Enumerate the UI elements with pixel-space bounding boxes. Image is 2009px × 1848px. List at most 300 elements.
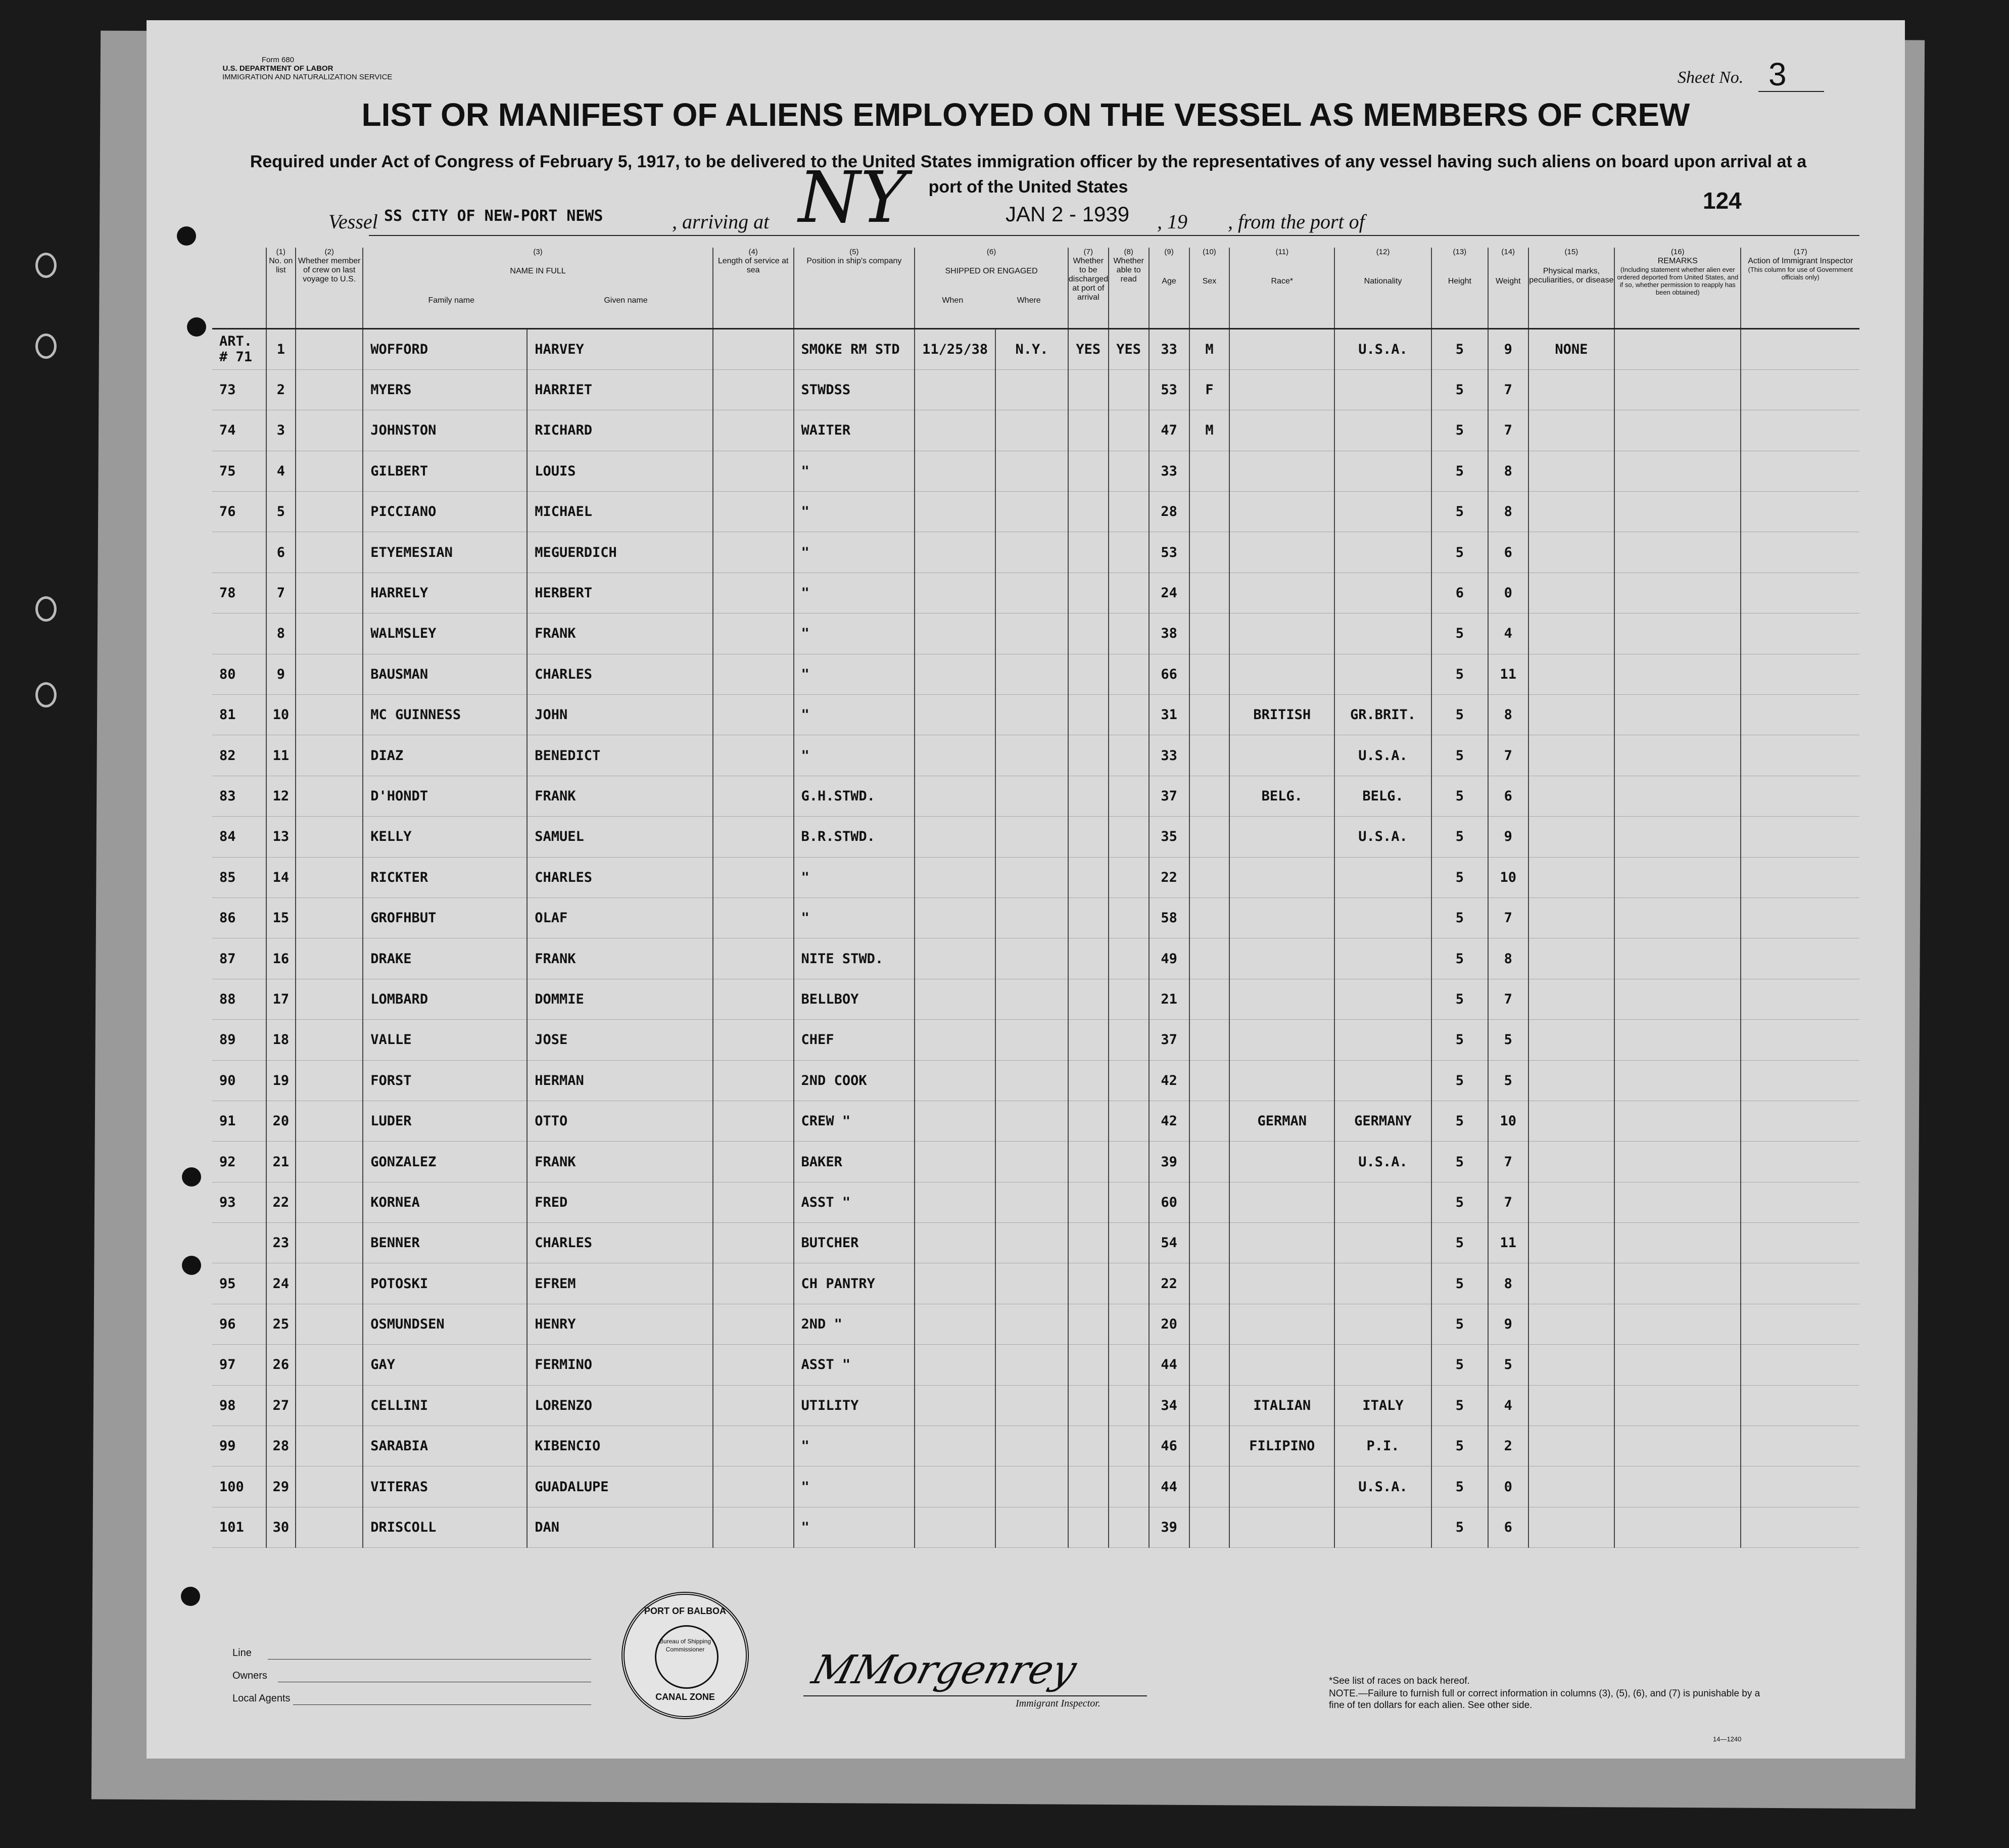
year-label: , 19 xyxy=(1157,210,1187,233)
row-physical-marks xyxy=(1528,897,1614,938)
row-able-to-read xyxy=(1109,1426,1149,1466)
row-given-name: HARRIET xyxy=(527,369,713,410)
row-prior-voyage xyxy=(296,1223,363,1263)
row-service-length xyxy=(713,776,794,816)
row-position: CHEF xyxy=(794,1020,915,1060)
row-family-name: BENNER xyxy=(363,1223,527,1263)
row-service-length xyxy=(713,1223,794,1263)
row-discharged xyxy=(1068,857,1109,897)
row-family-name: GAY xyxy=(363,1345,527,1385)
row-position: 2ND " xyxy=(794,1304,915,1344)
row-remarks xyxy=(1614,1466,1741,1507)
row-inspector-action xyxy=(1741,1426,1859,1466)
row-remarks xyxy=(1614,1426,1741,1466)
row-inspector-action xyxy=(1741,1060,1859,1101)
row-inspector-action xyxy=(1741,532,1859,573)
table-row xyxy=(212,1385,1859,1426)
row-discharged xyxy=(1068,654,1109,694)
row-sex xyxy=(1189,1142,1230,1182)
row-age: 58 xyxy=(1149,897,1189,938)
row-prior-voyage xyxy=(296,328,363,369)
row-prior-voyage xyxy=(296,451,363,491)
row-remarks xyxy=(1614,1263,1741,1304)
row-nationality xyxy=(1334,857,1431,897)
row-discharged xyxy=(1068,1223,1109,1263)
row-weight: 7 xyxy=(1488,1142,1528,1182)
row-inspector-action xyxy=(1741,1263,1859,1304)
row-able-to-read xyxy=(1109,1223,1149,1263)
row-age: 54 xyxy=(1149,1223,1189,1263)
row-nationality xyxy=(1334,654,1431,694)
row-able-to-read xyxy=(1109,1466,1149,1507)
row-age: 33 xyxy=(1149,735,1189,776)
row-weight: 7 xyxy=(1488,735,1528,776)
table-row xyxy=(212,897,1859,938)
row-inspector-action xyxy=(1741,492,1859,532)
row-physical-marks xyxy=(1528,1223,1614,1263)
row-discharged xyxy=(1068,1182,1109,1222)
row-weight: 7 xyxy=(1488,1182,1528,1222)
row-given-name: FRANK xyxy=(527,776,713,816)
row-age: 33 xyxy=(1149,451,1189,491)
row-list-number: 30 xyxy=(266,1507,296,1547)
row-family-name: GILBERT xyxy=(363,451,527,491)
row-remarks xyxy=(1614,1101,1741,1141)
row-shipped-where xyxy=(995,1263,1068,1304)
row-discharged xyxy=(1068,369,1109,410)
row-age: 33 xyxy=(1149,328,1189,369)
form-code: 14—1240 xyxy=(1713,1735,1742,1743)
row-able-to-read xyxy=(1109,492,1149,532)
row-remarks xyxy=(1614,857,1741,897)
row-remarks xyxy=(1614,1142,1741,1182)
row-prior-voyage xyxy=(296,410,363,451)
row-age: 44 xyxy=(1149,1345,1189,1385)
row-given-name: HARVEY xyxy=(527,328,713,369)
arriving-label: , arriving at xyxy=(672,210,770,233)
row-art-number: 84 xyxy=(212,817,266,857)
row-weight: 5 xyxy=(1488,1020,1528,1060)
row-height: 5 xyxy=(1431,1020,1488,1060)
row-art-number: 75 xyxy=(212,451,266,491)
row-discharged xyxy=(1068,1142,1109,1182)
row-able-to-read xyxy=(1109,735,1149,776)
row-height: 5 xyxy=(1431,897,1488,938)
row-race xyxy=(1229,1060,1334,1101)
row-remarks xyxy=(1614,1060,1741,1101)
row-nationality: U.S.A. xyxy=(1334,1466,1431,1507)
row-list-number: 24 xyxy=(266,1263,296,1304)
row-height: 5 xyxy=(1431,979,1488,1019)
row-height: 5 xyxy=(1431,817,1488,857)
form-department: U.S. DEPARTMENT OF LABOR xyxy=(222,64,333,73)
row-sex xyxy=(1189,532,1230,573)
table-row xyxy=(212,1223,1859,1263)
row-given-name: BENEDICT xyxy=(527,735,713,776)
row-discharged xyxy=(1068,1385,1109,1426)
row-inspector-action xyxy=(1741,857,1859,897)
row-inspector-action xyxy=(1741,1507,1859,1547)
row-physical-marks xyxy=(1528,492,1614,532)
row-list-number: 14 xyxy=(266,857,296,897)
row-able-to-read xyxy=(1109,410,1149,451)
row-given-name: FERMINO xyxy=(527,1345,713,1385)
row-weight: 7 xyxy=(1488,897,1528,938)
col-2-header: (2) Whether member of crew on last voyage to U.S. xyxy=(296,248,363,328)
row-weight: 5 xyxy=(1488,1060,1528,1101)
row-given-name: RICHARD xyxy=(527,410,713,451)
table-row xyxy=(212,735,1859,776)
row-nationality xyxy=(1334,1182,1431,1222)
row-age: 28 xyxy=(1149,492,1189,532)
row-position: " xyxy=(794,1426,915,1466)
row-prior-voyage xyxy=(296,613,363,654)
row-physical-marks xyxy=(1528,1345,1614,1385)
row-weight: 9 xyxy=(1488,328,1528,369)
row-shipped-when xyxy=(915,532,995,573)
row-service-length xyxy=(713,573,794,613)
row-height: 5 xyxy=(1431,735,1488,776)
row-nationality: GR.BRIT. xyxy=(1334,695,1431,735)
crew-rows xyxy=(212,328,1859,1548)
row-shipped-where xyxy=(995,1507,1068,1547)
row-nationality xyxy=(1334,938,1431,979)
row-service-length xyxy=(713,654,794,694)
row-discharged xyxy=(1068,613,1109,654)
row-prior-voyage xyxy=(296,1507,363,1547)
row-shipped-when xyxy=(915,979,995,1019)
row-height: 5 xyxy=(1431,328,1488,369)
row-list-number: 19 xyxy=(266,1060,296,1101)
row-position: BELLBOY xyxy=(794,979,915,1019)
row-service-length xyxy=(713,492,794,532)
row-family-name: MYERS xyxy=(363,369,527,410)
row-weight: 10 xyxy=(1488,1101,1528,1141)
row-able-to-read: YES xyxy=(1109,328,1149,369)
row-art-number: 97 xyxy=(212,1345,266,1385)
row-service-length xyxy=(713,532,794,573)
row-physical-marks xyxy=(1528,1426,1614,1466)
vessel-label: Vessel xyxy=(328,210,378,233)
row-given-name: EFREM xyxy=(527,1263,713,1304)
row-discharged xyxy=(1068,532,1109,573)
canal-zone-seal xyxy=(621,1592,749,1719)
row-art-number: 99 xyxy=(212,1426,266,1466)
sheet-number-label: Sheet No. xyxy=(1678,68,1744,87)
row-service-length xyxy=(713,897,794,938)
row-race xyxy=(1229,654,1334,694)
row-inspector-action xyxy=(1741,1182,1859,1222)
row-given-name: MEGUERDICH xyxy=(527,532,713,573)
form-number: Form 680 xyxy=(261,56,295,64)
row-discharged xyxy=(1068,1304,1109,1344)
sheet-number: 3 xyxy=(1768,56,1787,92)
row-height: 5 xyxy=(1431,1466,1488,1507)
row-prior-voyage xyxy=(296,1304,363,1344)
row-position: " xyxy=(794,695,915,735)
row-shipped-when xyxy=(915,776,995,816)
row-physical-marks xyxy=(1528,654,1614,694)
row-position: " xyxy=(794,735,915,776)
row-age: 35 xyxy=(1149,817,1189,857)
row-family-name: DRISCOLL xyxy=(363,1507,527,1547)
row-nationality: U.S.A. xyxy=(1334,328,1431,369)
row-art-number: 95 xyxy=(212,1263,266,1304)
row-height: 5 xyxy=(1431,857,1488,897)
line-rule xyxy=(268,1659,591,1660)
row-shipped-where xyxy=(995,1385,1068,1426)
row-shipped-when xyxy=(915,735,995,776)
row-weight: 8 xyxy=(1488,938,1528,979)
row-list-number: 9 xyxy=(266,654,296,694)
row-race: GERMAN xyxy=(1229,1101,1334,1141)
row-prior-voyage xyxy=(296,776,363,816)
row-shipped-where xyxy=(995,817,1068,857)
binder-ring xyxy=(35,334,57,359)
row-weight: 6 xyxy=(1488,776,1528,816)
row-race: BELG. xyxy=(1229,776,1334,816)
row-position: " xyxy=(794,1507,915,1547)
table-row xyxy=(212,1263,1859,1304)
row-art-number: 93 xyxy=(212,1182,266,1222)
row-height: 5 xyxy=(1431,1385,1488,1426)
col-1-header: (1) No. on list xyxy=(266,248,296,328)
row-prior-voyage xyxy=(296,857,363,897)
row-inspector-action xyxy=(1741,938,1859,979)
col-14-header: (14) Weight xyxy=(1488,248,1528,328)
row-prior-voyage xyxy=(296,1060,363,1101)
row-sex xyxy=(1189,1101,1230,1141)
row-weight: 9 xyxy=(1488,1304,1528,1344)
row-able-to-read xyxy=(1109,532,1149,573)
row-shipped-when xyxy=(915,654,995,694)
row-family-name: LUDER xyxy=(363,1101,527,1141)
row-given-name: CHARLES xyxy=(527,857,713,897)
row-weight: 6 xyxy=(1488,532,1528,573)
row-shipped-when xyxy=(915,1223,995,1263)
row-prior-voyage xyxy=(296,1426,363,1466)
row-race xyxy=(1229,735,1334,776)
row-nationality xyxy=(1334,613,1431,654)
row-prior-voyage xyxy=(296,1020,363,1060)
row-weight: 8 xyxy=(1488,695,1528,735)
row-service-length xyxy=(713,938,794,979)
row-family-name: VALLE xyxy=(363,1020,527,1060)
row-given-name: FRED xyxy=(527,1182,713,1222)
row-able-to-read xyxy=(1109,451,1149,491)
row-position: BUTCHER xyxy=(794,1223,915,1263)
row-able-to-read xyxy=(1109,1304,1149,1344)
binder-hole xyxy=(182,1167,201,1187)
row-height: 5 xyxy=(1431,1182,1488,1222)
row-shipped-where xyxy=(995,1060,1068,1101)
row-age: 37 xyxy=(1149,776,1189,816)
row-list-number: 29 xyxy=(266,1466,296,1507)
row-able-to-read xyxy=(1109,1060,1149,1101)
row-age: 34 xyxy=(1149,1385,1189,1426)
row-art-number: 74 xyxy=(212,410,266,451)
row-weight: 0 xyxy=(1488,1466,1528,1507)
row-art-number: 101 xyxy=(212,1507,266,1547)
row-shipped-where xyxy=(995,857,1068,897)
col-6-header: (6) SHIPPED OR ENGAGED When Where xyxy=(915,248,1068,328)
row-nationality xyxy=(1334,1345,1431,1385)
row-physical-marks xyxy=(1528,1060,1614,1101)
row-service-length xyxy=(713,328,794,369)
row-prior-voyage xyxy=(296,1466,363,1507)
row-family-name: JOHNSTON xyxy=(363,410,527,451)
table-row xyxy=(212,1466,1859,1507)
row-list-number: 5 xyxy=(266,492,296,532)
row-list-number: 3 xyxy=(266,410,296,451)
row-weight: 0 xyxy=(1488,573,1528,613)
table-row xyxy=(212,938,1859,979)
row-race xyxy=(1229,1142,1334,1182)
row-prior-voyage xyxy=(296,573,363,613)
row-shipped-where xyxy=(995,1101,1068,1141)
row-sex xyxy=(1189,938,1230,979)
row-weight: 4 xyxy=(1488,1385,1528,1426)
row-service-length xyxy=(713,1507,794,1547)
row-physical-marks xyxy=(1528,979,1614,1019)
row-sex: M xyxy=(1189,328,1230,369)
row-family-name: D'HONDT xyxy=(363,776,527,816)
row-shipped-when xyxy=(915,695,995,735)
local-agents-label: Local Agents xyxy=(232,1693,291,1704)
row-physical-marks xyxy=(1528,573,1614,613)
row-physical-marks xyxy=(1528,1020,1614,1060)
row-position: STWDSS xyxy=(794,369,915,410)
row-able-to-read xyxy=(1109,1101,1149,1141)
row-sex xyxy=(1189,897,1230,938)
row-list-number: 16 xyxy=(266,938,296,979)
row-shipped-where xyxy=(995,1182,1068,1222)
row-age: 37 xyxy=(1149,1020,1189,1060)
row-given-name: JOSE xyxy=(527,1020,713,1060)
row-sex xyxy=(1189,695,1230,735)
row-race xyxy=(1229,1182,1334,1222)
row-race xyxy=(1229,1223,1334,1263)
row-discharged xyxy=(1068,1466,1109,1507)
row-inspector-action xyxy=(1741,573,1859,613)
row-inspector-action xyxy=(1741,1466,1859,1507)
row-shipped-where: N.Y. xyxy=(995,328,1068,369)
table-row xyxy=(212,1020,1859,1060)
row-race xyxy=(1229,613,1334,654)
row-prior-voyage xyxy=(296,1142,363,1182)
row-race xyxy=(1229,369,1334,410)
col-13-header: (13) Height xyxy=(1431,248,1488,328)
row-height: 5 xyxy=(1431,1142,1488,1182)
row-art-number: 82 xyxy=(212,735,266,776)
row-list-number: 11 xyxy=(266,735,296,776)
row-weight: 9 xyxy=(1488,817,1528,857)
row-list-number: 6 xyxy=(266,532,296,573)
row-service-length xyxy=(713,857,794,897)
row-list-number: 25 xyxy=(266,1304,296,1344)
row-position: ASST " xyxy=(794,1182,915,1222)
row-service-length xyxy=(713,1466,794,1507)
row-prior-voyage xyxy=(296,1385,363,1426)
row-shipped-when xyxy=(915,1304,995,1344)
row-sex xyxy=(1189,1345,1230,1385)
row-inspector-action xyxy=(1741,654,1859,694)
row-position: G.H.STWD. xyxy=(794,776,915,816)
row-family-name: DRAKE xyxy=(363,938,527,979)
row-able-to-read xyxy=(1109,857,1149,897)
row-height: 5 xyxy=(1431,532,1488,573)
row-remarks xyxy=(1614,410,1741,451)
row-art-number: 98 xyxy=(212,1385,266,1426)
row-nationality: U.S.A. xyxy=(1334,1142,1431,1182)
row-shipped-where xyxy=(995,735,1068,776)
row-shipped-when xyxy=(915,492,995,532)
row-shipped-where xyxy=(995,532,1068,573)
row-given-name: DOMMIE xyxy=(527,979,713,1019)
row-position: " xyxy=(794,897,915,938)
col-3-header: (3) NAME IN FULL Family name Given name xyxy=(363,248,712,328)
row-family-name: WOFFORD xyxy=(363,328,527,369)
row-nationality xyxy=(1334,1507,1431,1547)
binder-ring xyxy=(35,682,57,707)
row-service-length xyxy=(713,1060,794,1101)
row-shipped-where xyxy=(995,492,1068,532)
row-sex xyxy=(1189,817,1230,857)
row-art-number: 76 xyxy=(212,492,266,532)
row-discharged xyxy=(1068,410,1109,451)
row-able-to-read xyxy=(1109,695,1149,735)
table-row xyxy=(212,1345,1859,1385)
row-able-to-read xyxy=(1109,1345,1149,1385)
row-position: " xyxy=(794,1466,915,1507)
row-service-length xyxy=(713,1182,794,1222)
row-given-name: CHARLES xyxy=(527,1223,713,1263)
row-discharged xyxy=(1068,938,1109,979)
row-race: BRITISH xyxy=(1229,695,1334,735)
row-art-number: 91 xyxy=(212,1101,266,1141)
col-5-header: (5) Position in ship's company xyxy=(794,248,915,328)
row-service-length xyxy=(713,735,794,776)
row-list-number: 28 xyxy=(266,1426,296,1466)
row-nationality xyxy=(1334,410,1431,451)
row-physical-marks xyxy=(1528,1507,1614,1547)
row-height: 5 xyxy=(1431,369,1488,410)
col-8-header: (8) Whether able to read xyxy=(1109,248,1149,328)
row-remarks xyxy=(1614,1020,1741,1060)
row-remarks xyxy=(1614,735,1741,776)
row-position: WAITER xyxy=(794,410,915,451)
row-age: 24 xyxy=(1149,573,1189,613)
row-art-number: 96 xyxy=(212,1304,266,1344)
row-art-number: 86 xyxy=(212,897,266,938)
row-shipped-when: 11/25/38 xyxy=(915,328,995,369)
row-race xyxy=(1229,938,1334,979)
row-prior-voyage xyxy=(296,897,363,938)
row-given-name: KIBENCIO xyxy=(527,1426,713,1466)
row-sex xyxy=(1189,735,1230,776)
vessel-name: SS CITY OF NEW-PORT NEWS xyxy=(384,207,603,225)
row-art-number: 88 xyxy=(212,979,266,1019)
row-nationality xyxy=(1334,1263,1431,1304)
row-service-length xyxy=(713,410,794,451)
row-family-name: MC GUINNESS xyxy=(363,695,527,735)
row-prior-voyage xyxy=(296,695,363,735)
row-weight: 11 xyxy=(1488,654,1528,694)
row-physical-marks xyxy=(1528,613,1614,654)
row-prior-voyage xyxy=(296,654,363,694)
row-position: CREW " xyxy=(794,1101,915,1141)
row-remarks xyxy=(1614,1345,1741,1385)
